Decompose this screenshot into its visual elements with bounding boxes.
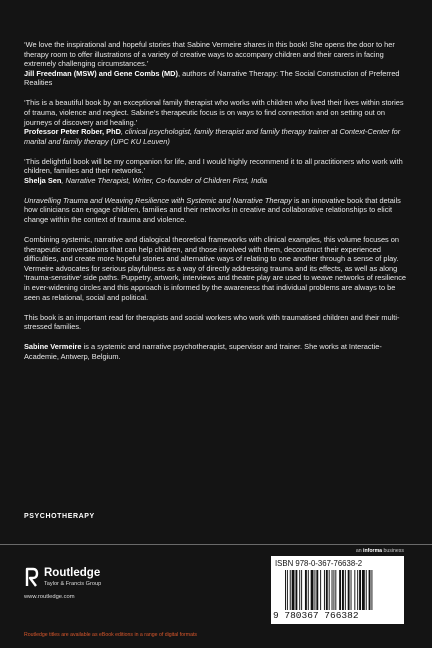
- endorsement-2: [24, 98, 408, 146]
- informa-suffix: business: [382, 548, 404, 554]
- barcode-bar: [299, 570, 300, 610]
- ebook-note: Routledge titles are available as eBook editions in a range of digital formats: [24, 632, 198, 638]
- barcode-bar: [333, 570, 334, 610]
- endorser-credit: , authors of Narrative Therapy: The Social Construction of Preferred Realities: [24, 68, 400, 88]
- barcode-bar: [305, 570, 307, 610]
- description-paragraph-1: [24, 196, 408, 225]
- informa-brand: informa: [363, 548, 383, 554]
- author-bio: [24, 342, 408, 361]
- barcode-bar: [311, 570, 314, 610]
- isbn-label: ISBN 978-0-367-76638-2: [275, 559, 363, 568]
- description-paragraph-3: This book is an important read for therapists and social workers who work with traumatised children and their multi-stressed families.: [24, 312, 400, 332]
- barcode-bar: [362, 570, 365, 610]
- endorsement-quote: ‘This is a beautiful book by an exceptional family therapist who works with children who lived their lives within stories of trauma, violence and neglect. Sabine’s therapeutic focus is on ways to find connection and on setting out on journeys of discovery and healing.’: [24, 98, 404, 127]
- barcode-digits: 9 780367 766382: [273, 610, 359, 621]
- barcode-bar: [314, 570, 315, 610]
- barcode-bar: [345, 570, 346, 610]
- endorser-credit: , Narrative Therapist, Writer, Co-founder of Children First, India: [61, 175, 268, 185]
- barcode-bar: [359, 570, 361, 610]
- informa-tagline: [356, 548, 404, 554]
- divider: [0, 544, 432, 545]
- endorsement-attribution: [24, 176, 408, 186]
- barcode-bar: [354, 570, 355, 610]
- endorser-name: Jill Freedman (MSW) and Gene Combs (MD): [24, 68, 178, 78]
- routledge-r-logo-icon: [24, 566, 40, 588]
- book-title: Unravelling Trauma and Weaving Resilience with Systemic and Narrative Therapy: [24, 195, 292, 205]
- endorser-name: Professor Peter Rober, PhD: [24, 127, 121, 137]
- endorsement-attribution: [24, 69, 408, 88]
- endorsement-quote: ‘This delightful book will be my companion for life, and I would highly recommend it to all practitioners who work with children, families and their networks.’: [24, 156, 403, 176]
- barcode-bar: [329, 570, 330, 610]
- subject-category: PSYCHOTHERAPY: [24, 513, 95, 520]
- endorsement-1: [24, 40, 408, 88]
- back-cover-text: [24, 40, 408, 372]
- author-bio-text: is a systemic and narrative psychotherapist, supervisor and trainer. She works at Interactie-Academie, Antwerp, Belgium.: [24, 342, 382, 361]
- barcode-bar: [335, 570, 336, 610]
- description-paragraph-2: Combining systemic, narrative and dialogical theoretical frameworks with clinical examples, this volume focuses on therapeutic conversations that can help children, and those involved with them, deconstruct their experienced difficulties, and create more hopeful stories and alternative ways of relating to one another through a sense of play. Vermeire advocates for serious playfulness as a way of directly addressing trauma and its effects, as well as along ‘trauma-sensitive’ side paths. Puppetry, artwork, interviews and theatre play are used to weave networks of resilience in ever-widening circles and this approach is informed by the awareness that individual problems are always to be seen as relational, social and political.: [24, 235, 407, 302]
- barcode-bar: [285, 570, 286, 610]
- barcode-bar: [308, 570, 309, 610]
- endorsement-attribution: [24, 127, 408, 146]
- barcode-bar: [339, 570, 341, 610]
- barcode-bar: [287, 570, 288, 610]
- endorser-credit: , clinical psychologist, family therapist and family therapy trainer at Context-Center for marital and family therapy (UPC KU Leuven): [24, 127, 401, 146]
- informa-prefix: an: [355, 548, 364, 554]
- barcode-bar: [316, 570, 318, 610]
- barcode-bar: [290, 570, 291, 610]
- barcode-bar: [342, 570, 344, 610]
- publisher-url[interactable]: www.routledge.com: [24, 594, 75, 600]
- barcode-bar: [292, 570, 295, 610]
- description-text: is an innovative book that details how clinicians can engage children, families and their networks in creative and collaborative relationships to elicit change within the context of trauma and violence.: [24, 195, 401, 225]
- barcode-bar: [326, 570, 328, 610]
- barcode-panel: [271, 556, 404, 624]
- barcode-bar: [369, 570, 371, 610]
- publisher-block: [24, 566, 184, 606]
- barcode-bar: [371, 570, 372, 610]
- barcode: [285, 570, 399, 610]
- barcode-bar: [348, 570, 350, 610]
- barcode-bar: [324, 570, 325, 610]
- barcode-bar: [320, 570, 321, 610]
- barcode-bar: [295, 570, 297, 610]
- barcode-bar: [357, 570, 358, 610]
- endorser-name: Shelja Sen: [24, 175, 62, 185]
- author-name: Sabine Vermeire: [24, 342, 82, 352]
- barcode-bar: [301, 570, 302, 610]
- publisher-name: Routledge: [44, 567, 101, 579]
- barcode-bar: [366, 570, 367, 610]
- endorsement-quote: ‘We love the inspirational and hopeful stories that Sabine Vermeire shares in this book! She opens the door to her therapy room to offer illustrations of a variety of creative ways to accompany children and their carers in facing extremely challenging circumstances.’: [24, 40, 395, 69]
- publisher-group: Taylor & Francis Group: [44, 581, 102, 587]
- barcode-bar: [332, 570, 333, 610]
- barcode-bar: [351, 570, 352, 610]
- endorsement-3: [24, 157, 408, 186]
